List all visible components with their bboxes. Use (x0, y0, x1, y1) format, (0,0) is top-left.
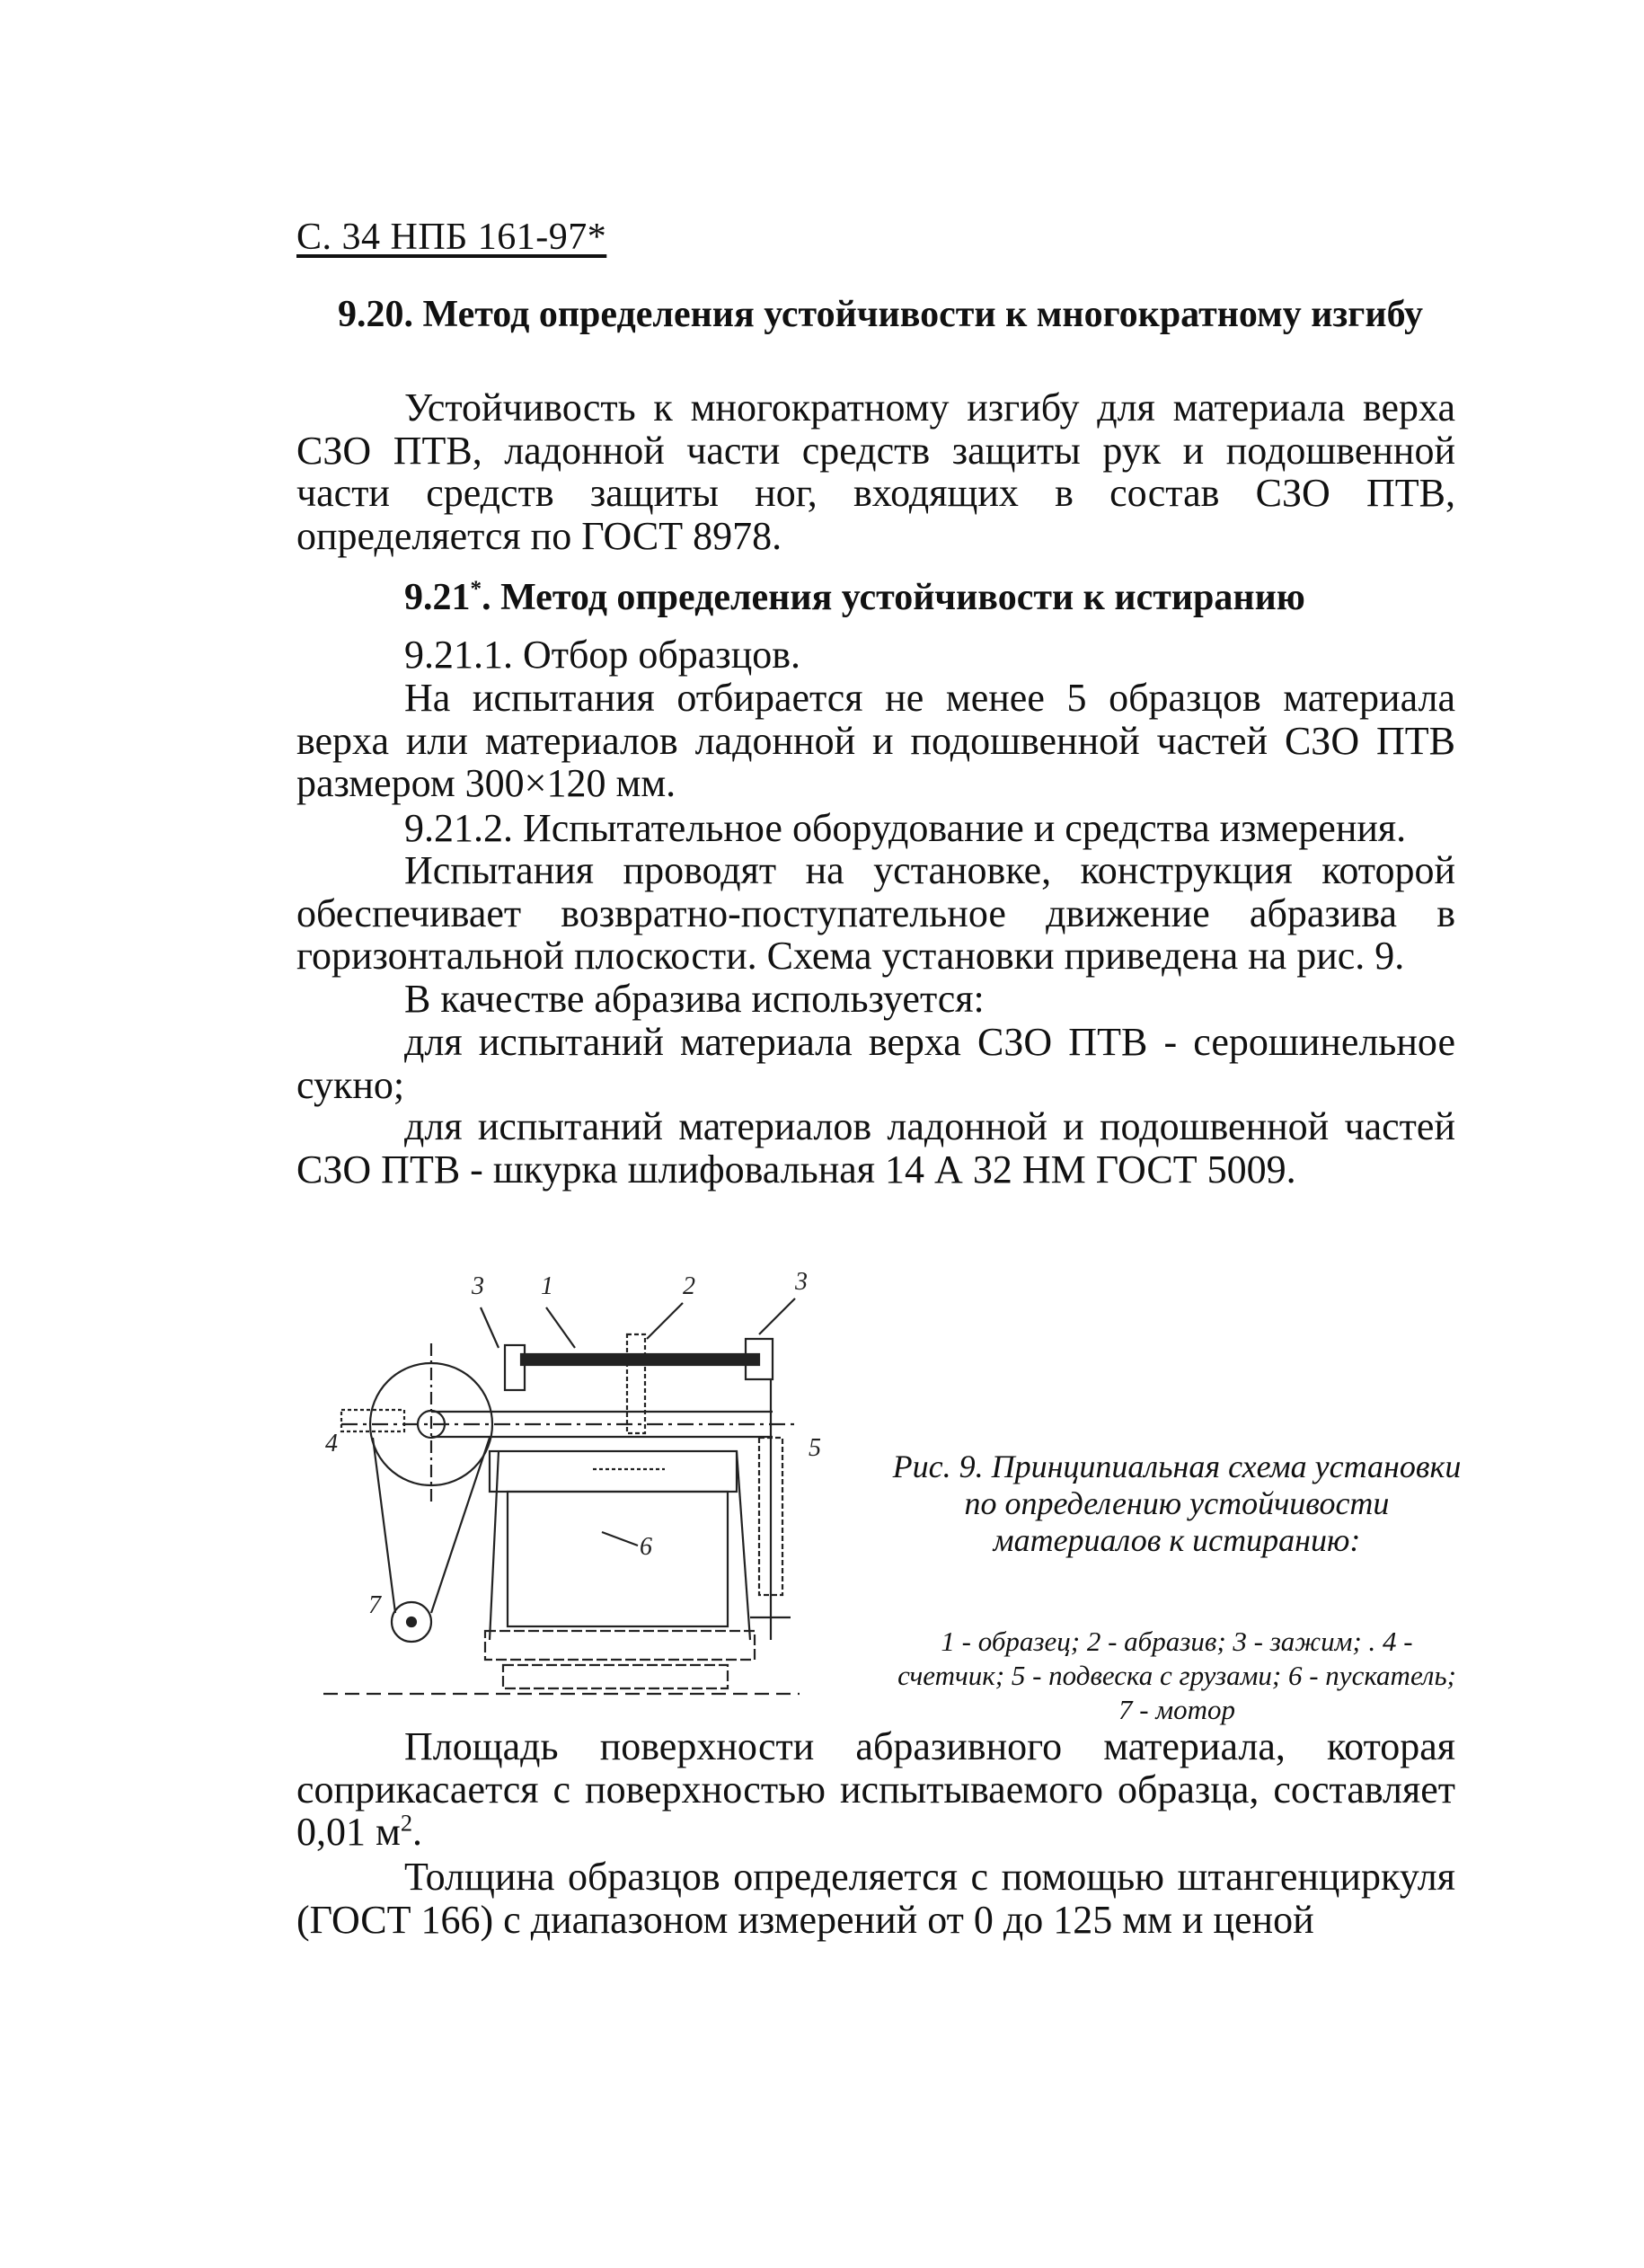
section-title-9-20: 9.20. Метод определения устойчивости к многократному изгибу (338, 294, 1423, 335)
callout-5: 5 (809, 1434, 821, 1462)
frame-leg-left (490, 1451, 499, 1640)
callout-6: 6 (640, 1533, 652, 1561)
section-title-9-21 (404, 575, 1482, 620)
area-text: Площадь поверхности абразивного материала, которая соприкасается с поверхностью испытываемого образца, составляет 0,01 м (296, 1724, 1455, 1854)
schematic-drawing (305, 1245, 826, 1712)
figure-legend: 1 - образец; 2 - абразив; 3 - зажим; . 4 - счетчик; 5 - подвеска с грузами; 6 - пускатель; 7 - мотор (897, 1626, 1456, 1725)
gear-rack-upper (485, 1631, 755, 1660)
gear-rack-lower (503, 1665, 728, 1688)
paragraph-abrasive-intro: В качестве абразива используется: (404, 977, 985, 1021)
page-header: С. 34 НПБ 161-97* (296, 217, 607, 258)
leader-line-2 (647, 1303, 683, 1339)
leader-line-3-left (481, 1307, 499, 1348)
paragraph-abrasive-top: для испытаний материала верха СЗО ПТВ - серошинельное сукно; (296, 1020, 1455, 1107)
abrasive-holder (627, 1334, 645, 1433)
frame-leg-right (737, 1451, 750, 1640)
clamp-left (505, 1345, 525, 1390)
paragraph-abrasive-palm: для испытаний материалов ладонной и подошвенной частей СЗО ПТВ - шкурка шлифовальная 14 А 32 НМ ГОСТ 5009. (296, 1104, 1455, 1192)
paragraph-equipment: Испытания проводят на установке, конструкция которой обеспечивает возвратно-поступательное движение абразива в горизонтальной плоскости. Схема установки приведена на рис. 9. (296, 848, 1455, 978)
motor-shaft (407, 1617, 416, 1626)
counter-box (341, 1410, 404, 1431)
section-title-star: * (470, 577, 482, 601)
callout-2: 2 (683, 1272, 695, 1300)
callout-3-left: 3 (472, 1272, 484, 1300)
specimen-bar (521, 1354, 759, 1365)
starter-leader (602, 1532, 638, 1546)
figure-caption: Рис. 9. Принципиальная схема установки по определению устойчивости материалов к истиранию: (892, 1449, 1462, 1558)
paragraph-abrasive-area (296, 1725, 1455, 1854)
paragraph-9-21-1: 9.21.1. Отбор образцов. (404, 633, 801, 677)
area-text-end: . (412, 1810, 423, 1854)
area-unit-exponent: 2 (400, 1809, 413, 1837)
paragraph-sampling: На испытания отбирается не менее 5 образцов материала верха или материалов ладонной и подошвенной частей СЗО ПТВ размером 300×120 мм. (296, 676, 1455, 805)
leader-line-1 (546, 1307, 575, 1348)
apparatus-lines (323, 1298, 800, 1694)
section-title-number: 9.21 (404, 577, 471, 618)
belt-right (431, 1438, 490, 1613)
frame-body (508, 1492, 728, 1626)
figure-9-schematic (305, 1245, 826, 1712)
callout-3-right: 3 (795, 1268, 808, 1296)
callout-4: 4 (325, 1430, 338, 1457)
leader-line-3-right (759, 1298, 795, 1334)
paragraph-9-21-2: 9.21.2. Испытательное оборудование и средства измерения. (404, 806, 1407, 850)
section-title-text: . Метод определения устойчивости к истиранию (482, 577, 1305, 618)
paragraph-9-20: Устойчивость к многократному изгибу для материала верха СЗО ПТВ, ладонной части средств защиты рук и подошвенной части средств защиты ног, входящих в состав СЗО ПТВ, определяется по ГОСТ 8978. (296, 385, 1455, 558)
callout-1: 1 (541, 1272, 553, 1300)
paragraph-thickness: Толщина образцов определяется с помощью штангенциркуля (ГОСТ 166) с диапазоном измерений от 0 до 125 мм и ценой (296, 1855, 1455, 1942)
frame-top-block (490, 1451, 737, 1492)
callout-7: 7 (368, 1591, 381, 1619)
